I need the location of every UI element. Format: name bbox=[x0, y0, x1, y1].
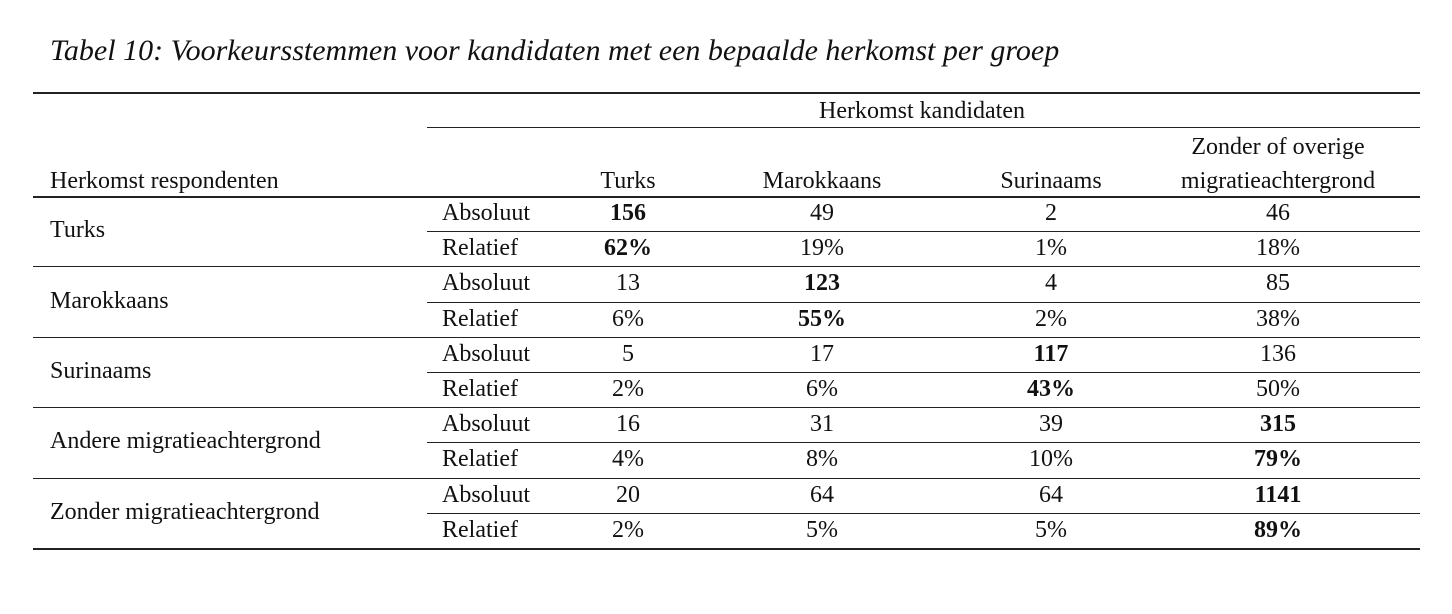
row-type-absoluut: Absoluut bbox=[442, 411, 531, 438]
row-type-absoluut: Absoluut bbox=[442, 481, 531, 508]
table-cell: 156 bbox=[610, 200, 646, 226]
table-cell: 16 bbox=[616, 411, 640, 438]
table-cell: 8% bbox=[806, 446, 838, 473]
group-rule bbox=[33, 337, 1420, 338]
table-cell: 50% bbox=[1256, 376, 1300, 402]
table-cell: 31 bbox=[810, 411, 834, 438]
table-top-rule bbox=[33, 92, 1420, 94]
group-header-label: Herkomst kandidaten bbox=[819, 98, 1025, 124]
column-header-surinaams: Surinaams bbox=[1000, 168, 1102, 194]
table-cell: 62% bbox=[604, 235, 652, 262]
table-caption: Tabel 10: Voorkeursstemmen voor kandidaten met een bepaalde herkomst per groep bbox=[50, 34, 1060, 67]
table-cell: 38% bbox=[1256, 305, 1300, 332]
table-cell: 55% bbox=[798, 305, 846, 332]
group-rule bbox=[33, 266, 1420, 267]
table-cell: 4 bbox=[1045, 270, 1057, 297]
sub-row-rule bbox=[427, 513, 1420, 514]
sub-row-rule bbox=[427, 231, 1420, 232]
table-cell: 64 bbox=[1039, 481, 1063, 508]
column-header-overig-line1: Zonder of overige bbox=[1191, 134, 1365, 160]
sub-row-rule bbox=[427, 302, 1420, 303]
table-cell: 43% bbox=[1027, 376, 1075, 402]
table-cell: 20 bbox=[616, 481, 640, 508]
row-type-relatief: Relatief bbox=[442, 376, 518, 402]
row-type-absoluut: Absoluut bbox=[442, 270, 531, 297]
column-header-marokkaans: Marokkaans bbox=[762, 168, 882, 194]
group-rule bbox=[33, 478, 1420, 479]
table-cell: 19% bbox=[800, 235, 844, 262]
row-type-relatief: Relatief bbox=[442, 446, 518, 473]
table-cell: 17 bbox=[810, 340, 834, 367]
table-cell: 5% bbox=[1035, 516, 1067, 543]
group-label: Surinaams bbox=[50, 358, 152, 384]
group-label: Marokkaans bbox=[50, 287, 169, 314]
column-header-turks: Turks bbox=[600, 168, 656, 194]
header-bottom-rule bbox=[33, 196, 1420, 198]
table-cell: 10% bbox=[1029, 446, 1073, 473]
group-header-rule bbox=[427, 127, 1420, 128]
table-cell: 79% bbox=[1254, 446, 1302, 473]
group-label: Andere migratieachtergrond bbox=[50, 428, 321, 455]
table-cell: 6% bbox=[806, 376, 838, 402]
group-label: Turks bbox=[50, 217, 106, 244]
table-cell: 136 bbox=[1260, 340, 1296, 367]
row-type-relatief: Relatief bbox=[442, 235, 518, 262]
table-cell: 2% bbox=[1035, 305, 1067, 332]
table-cell: 1% bbox=[1035, 235, 1067, 262]
table-bottom-rule bbox=[33, 548, 1420, 550]
row-type-absoluut: Absoluut bbox=[442, 200, 531, 226]
group-rule bbox=[33, 407, 1420, 408]
table-cell: 39 bbox=[1039, 411, 1063, 438]
sub-row-rule bbox=[427, 372, 1420, 373]
table-cell: 2% bbox=[612, 376, 644, 402]
table-cell: 5 bbox=[622, 340, 634, 367]
table-cell: 64 bbox=[810, 481, 834, 508]
table-cell: 117 bbox=[1033, 340, 1069, 367]
table-cell: 2% bbox=[612, 516, 644, 543]
table-cell: 85 bbox=[1266, 270, 1290, 297]
table-cell: 1141 bbox=[1254, 481, 1302, 508]
group-label: Zonder migratieachtergrond bbox=[50, 498, 320, 525]
sub-row-rule bbox=[427, 442, 1420, 443]
table-cell: 123 bbox=[804, 270, 840, 297]
table-cell: 4% bbox=[612, 446, 644, 473]
row-type-absoluut: Absoluut bbox=[442, 340, 531, 367]
row-header-label: Herkomst respondenten bbox=[50, 168, 279, 194]
table-cell: 18% bbox=[1256, 235, 1300, 262]
table-cell: 13 bbox=[616, 270, 640, 297]
column-header-overig-line2: migratieachtergrond bbox=[1180, 168, 1376, 194]
table-cell: 6% bbox=[612, 305, 644, 332]
row-type-relatief: Relatief bbox=[442, 305, 518, 332]
row-type-relatief: Relatief bbox=[442, 516, 518, 543]
table-cell: 89% bbox=[1254, 516, 1302, 543]
table-cell: 315 bbox=[1260, 411, 1296, 438]
table-cell: 49 bbox=[810, 200, 834, 226]
table-cell: 5% bbox=[806, 516, 838, 543]
table-cell: 46 bbox=[1266, 200, 1290, 226]
table-cell: 2 bbox=[1045, 200, 1057, 226]
